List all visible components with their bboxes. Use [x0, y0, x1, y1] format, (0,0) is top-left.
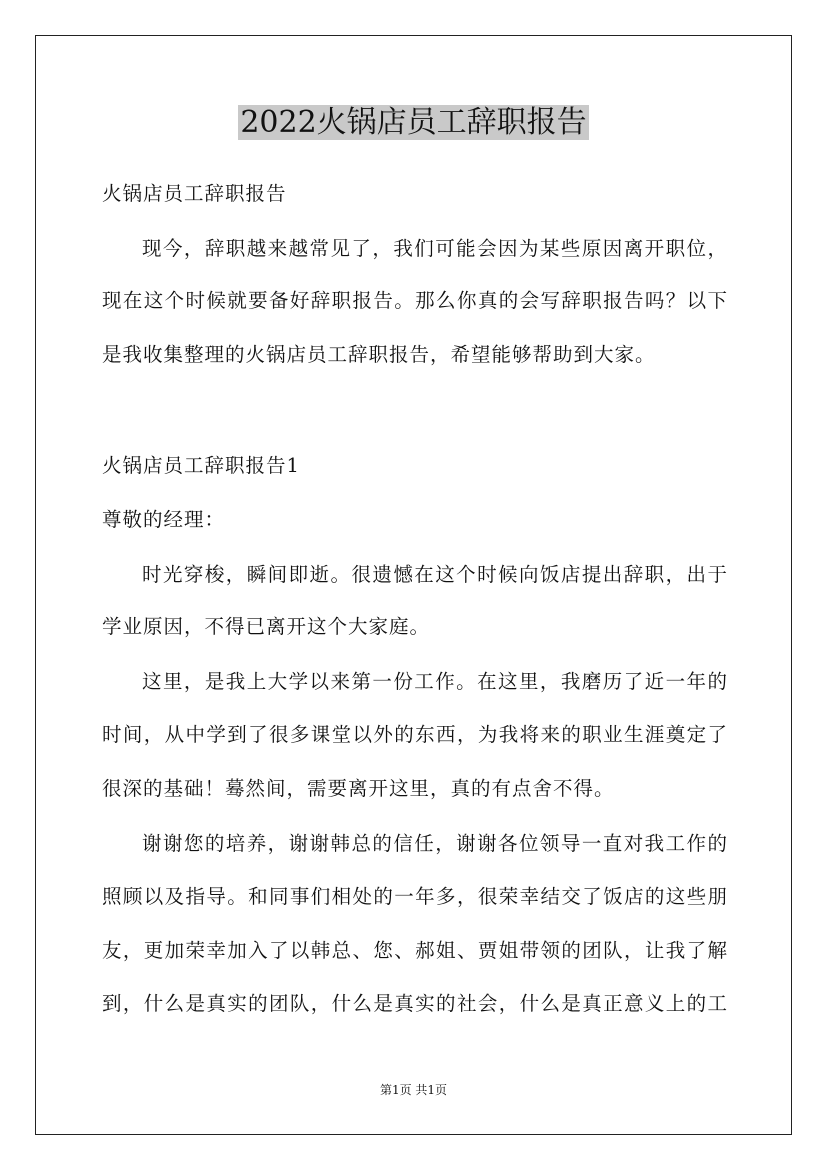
intro-line-2: 现在这个时候就要备好辞职报告。那么你真的会写辞职报告吗？以下 — [102, 289, 728, 312]
page-footer: 第1页 共1页 — [379, 1083, 448, 1097]
paragraph3-line-3: 友，更加荣幸加入了以韩总、您、郝姐、贾姐带领的团队，让我了解 — [102, 939, 728, 962]
paragraph3-line-1: 谢谢您的培养，谢谢韩总的信任，谢谢各位领导一直对我工作的 — [142, 832, 728, 855]
paragraph3-line-2: 照顾以及指导。和同事们相处的一年多，很荣幸结交了饭店的这些朋 — [102, 885, 728, 908]
paragraph1-line-2: 学业原因，不得已离开这个大家庭。 — [102, 615, 431, 638]
paragraph1-line-1: 时光穿梭，瞬间即逝。很遗憾在这个时候向饭店提出辞职，出于 — [142, 563, 728, 586]
paragraph2-line-2: 时间，从中学到了很多课堂以外的东西，为我将来的职业生涯奠定了 — [102, 723, 728, 746]
paragraph2-line-3: 很深的基础！蓦然间，需要离开这里，真的有点舍不得。 — [102, 777, 615, 800]
salutation: 尊敬的经理： — [102, 508, 226, 531]
paragraph2-line-1: 这里，是我上大学以来第一份工作。在这里，我磨历了近一年的 — [142, 670, 728, 693]
section-title: 火锅店员工辞职报告1 — [102, 454, 300, 477]
paragraph3-line-4: 到，什么是真实的团队，什么是真实的社会，什么是真正意义上的工 — [102, 992, 728, 1015]
intro-line-1: 现今，辞职越来越常见了，我们可能会因为某些原因离开职位， — [142, 237, 728, 260]
document-title: 2022火锅店员工辞职报告 — [240, 105, 587, 140]
intro-line-3: 是我收集整理的火锅店员工辞职报告，希望能够帮助到大家。 — [102, 343, 656, 366]
document-subtitle: 火锅店员工辞职报告 — [102, 182, 287, 205]
